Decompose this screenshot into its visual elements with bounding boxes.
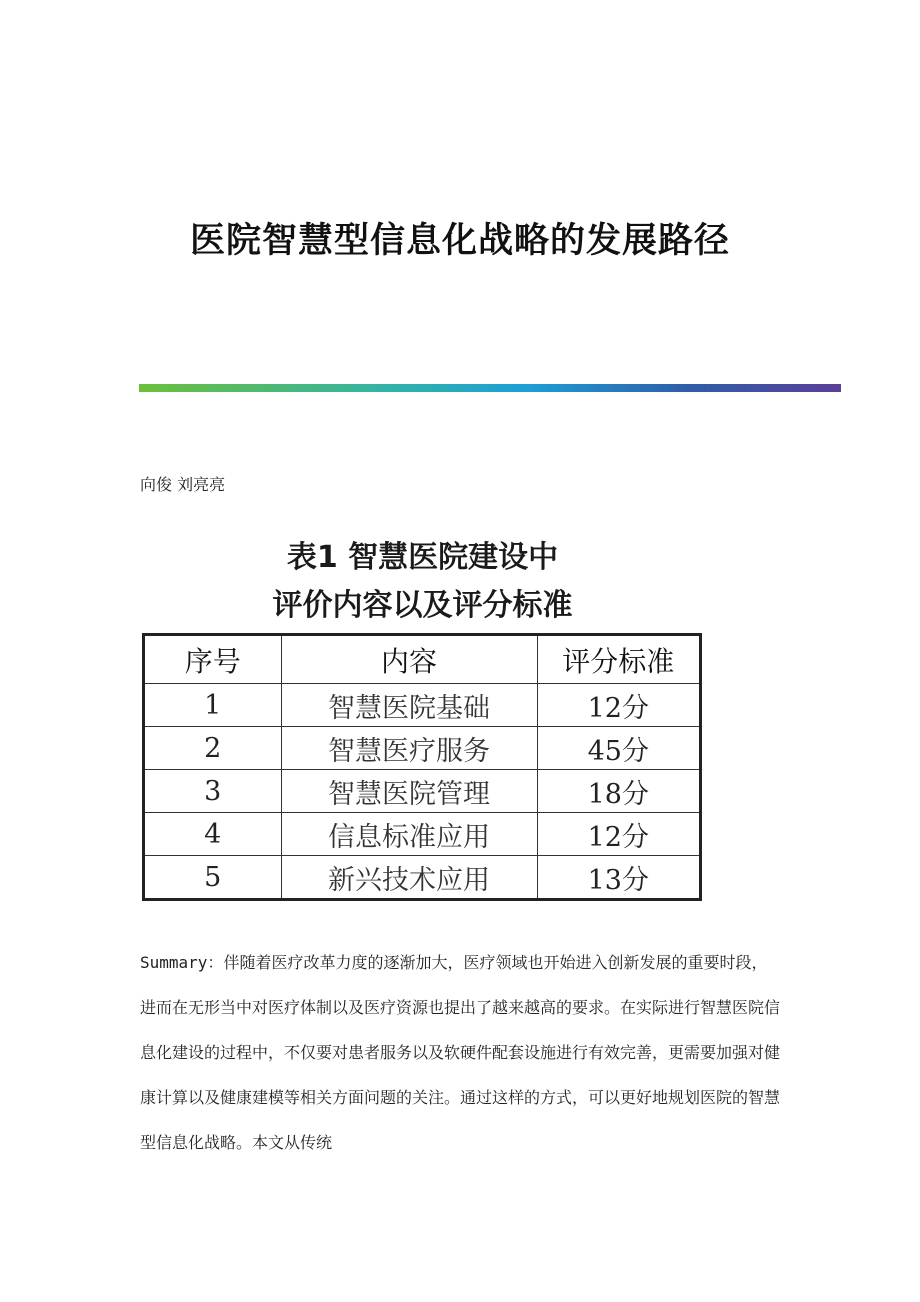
row-score: 13分 bbox=[537, 856, 700, 900]
row-content: 智慧医院管理 bbox=[281, 770, 537, 813]
row-score: 18分 bbox=[537, 770, 700, 813]
table-row bbox=[144, 813, 701, 856]
header-score: 评分标准 bbox=[537, 635, 700, 684]
summary-paragraph bbox=[140, 940, 780, 1165]
row-content: 信息标准应用 bbox=[281, 813, 537, 856]
row-content: 智慧医院基础 bbox=[281, 684, 537, 727]
summary-text: 伴随着医疗改革力度的逐渐加大，医疗领域也开始进入创新发展的重要时段，进而在无形当中对医疗体制以及医疗资源也提出了越来越高的要求。在实际进行智慧医院信息化建设的过程中，不仅要对患者服务以及软硬件配套设施进行有效完善，更需要加强对健康计算以及健康建模等相关方面问题的关注。通过这样的方式，可以更好地规划医院的智慧型信息化战略。本文从传统 bbox=[140, 953, 781, 1152]
document-title: 医院智慧型信息化战略的发展路径 bbox=[189, 220, 730, 261]
figure-caption-line-2: 评价内容以及评分标准 bbox=[272, 588, 573, 623]
table-row bbox=[144, 856, 701, 900]
table-figure bbox=[140, 530, 705, 920]
header-content: 内容 bbox=[281, 635, 537, 684]
row-score: 12分 bbox=[537, 684, 700, 727]
row-number: 4 bbox=[144, 813, 282, 856]
row-content: 智慧医疗服务 bbox=[281, 727, 537, 770]
table-header-row bbox=[144, 635, 701, 684]
row-score: 45分 bbox=[537, 727, 700, 770]
row-content: 新兴技术应用 bbox=[281, 856, 537, 900]
author-line: 向俊 刘亮亮 bbox=[140, 475, 226, 494]
evaluation-table bbox=[142, 633, 702, 901]
table-row bbox=[144, 727, 701, 770]
row-number: 1 bbox=[144, 684, 282, 727]
title-divider bbox=[139, 384, 841, 392]
figure-caption bbox=[140, 534, 705, 630]
row-number: 5 bbox=[144, 856, 282, 900]
table-row bbox=[144, 684, 701, 727]
figure-caption-line-1: 表1 智慧医院建设中 bbox=[286, 540, 559, 575]
table-row bbox=[144, 770, 701, 813]
summary-label: Summary： bbox=[140, 953, 224, 972]
row-number: 2 bbox=[144, 727, 282, 770]
header-number: 序号 bbox=[144, 635, 282, 684]
row-number: 3 bbox=[144, 770, 282, 813]
row-score: 12分 bbox=[537, 813, 700, 856]
